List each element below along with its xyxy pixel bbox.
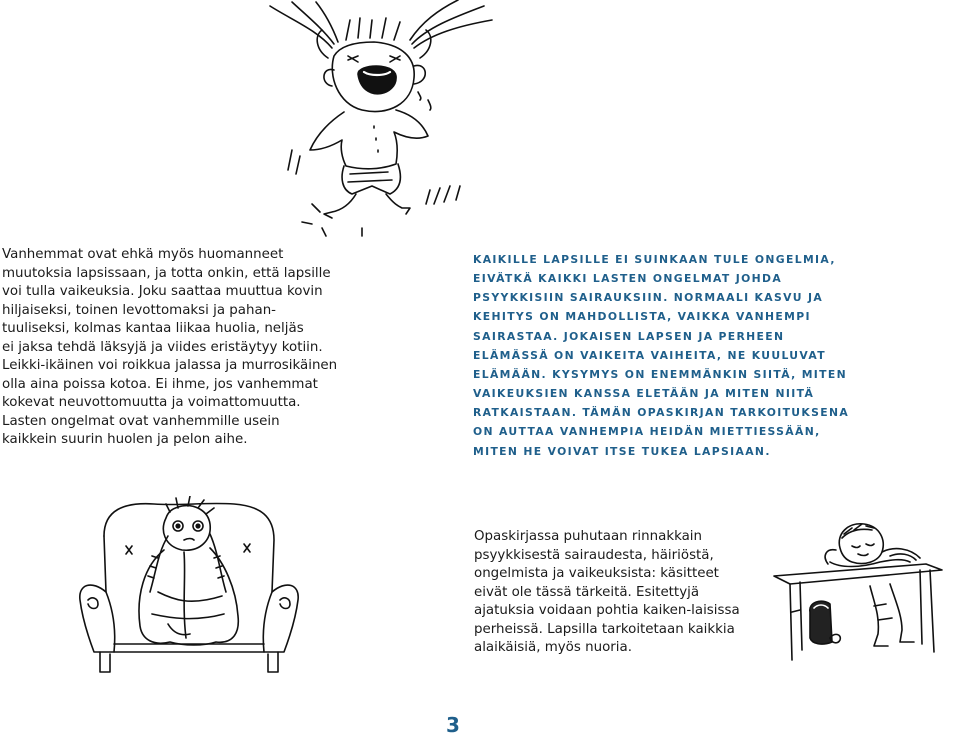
highlight-line: ELÄMÄÄN. KYSYMYS ON ENEMMÄNKIN SIITÄ, MITEN [473, 367, 848, 381]
highlight-line: MITEN HE VOIVAT ITSE TUKEA LAPSIAAN. [473, 444, 771, 458]
highlight-line: ELÄMÄSSÄ ON VAIKEITA VAIHEITA, NE KUULUVAT [473, 348, 826, 362]
text-line: hiljaiseksi, toinen levottomaksi ja pahan- [2, 302, 277, 318]
lower-paragraph [474, 528, 740, 658]
highlight-line: RATKAISTAAN. TÄMÄN OPASKIRJAN TARKOITUKSENA [473, 406, 850, 420]
text-line: kokevat neuvottomuutta ja voimattomuutta. [2, 395, 301, 410]
highlight-line: VAIKEUKSIEN KANSSA ELETÄÄN JA MITEN NIITÄ [473, 387, 815, 401]
text-line: Opaskirjassa puhutaan rinnakkain [474, 529, 703, 544]
highlight-line: SAIRASTAA. JOKAISEN LAPSEN JA PERHEEN [473, 329, 785, 343]
text-line: alaikäisiä, myös nuoria. [474, 640, 632, 655]
girl-on-sofa-illustration [74, 496, 304, 686]
text-line: Vanhemmat ovat ehkä myös huomanneet [2, 247, 284, 262]
text-line: eivät ole tässä tärkeitä. Esitettyjä [474, 584, 700, 600]
text-line: Leikki-ikäinen voi roikkua jalassa ja murrosikäinen [2, 358, 338, 373]
text-line: Lasten ongelmat ovat vanhemmille usein [2, 413, 280, 429]
highlight-line: ON AUTTAA VANHEMPIA HEIDÄN MIETTIESSÄÄN, [473, 425, 821, 439]
text-line: ongelmista ja vaikeuksista: käsitteet [474, 566, 719, 581]
text-line: ajatuksia voidaan pohtia kaiken-laisissa [474, 603, 740, 618]
highlight-line: KEHITYS ON MAHDOLLISTA, VAIKKA VANHEMPI [473, 310, 811, 324]
text-line: psyykkisestä sairaudesta, häiriöstä, [474, 547, 714, 563]
text-line: olla aina poissa kotoa. Ei ihme, jos vanhemmat [2, 376, 318, 392]
text-line: perheissä. Lapsilla tarkoitetaan kaikkia [474, 621, 735, 637]
left-paragraph [2, 246, 337, 450]
text-line: voi tulla vaikeuksia. Joku saattaa muuttua kovin [2, 284, 323, 299]
text-line: tuuliseksi, kolmas kantaa liikaa huolia, neljäs [2, 321, 304, 336]
page-number: 3 [446, 713, 460, 737]
highlight-paragraph [473, 250, 849, 461]
text-line: muutoksia lapsissaan, ja totta onkin, että lapsille [2, 265, 331, 281]
screaming-child-illustration [262, 0, 512, 238]
highlight-line: EIVÄTKÄ KAIKKI LASTEN ONGELMAT JOHDA [473, 272, 783, 286]
boy-at-desk-illustration [770, 512, 950, 662]
text-line: kaikkein suurin huolen ja pelon aihe. [2, 432, 248, 447]
highlight-line: KAIKILLE LAPSILLE EI SUINKAAN TULE ONGELMIA, [473, 253, 836, 266]
text-line: ei jaksa tehdä läksyjä ja viides eristäytyy kotiin. [2, 339, 323, 355]
highlight-line: PSYYKKISIIN SAIRAUKSIIN. NORMAALI KASVU JA [473, 291, 824, 305]
